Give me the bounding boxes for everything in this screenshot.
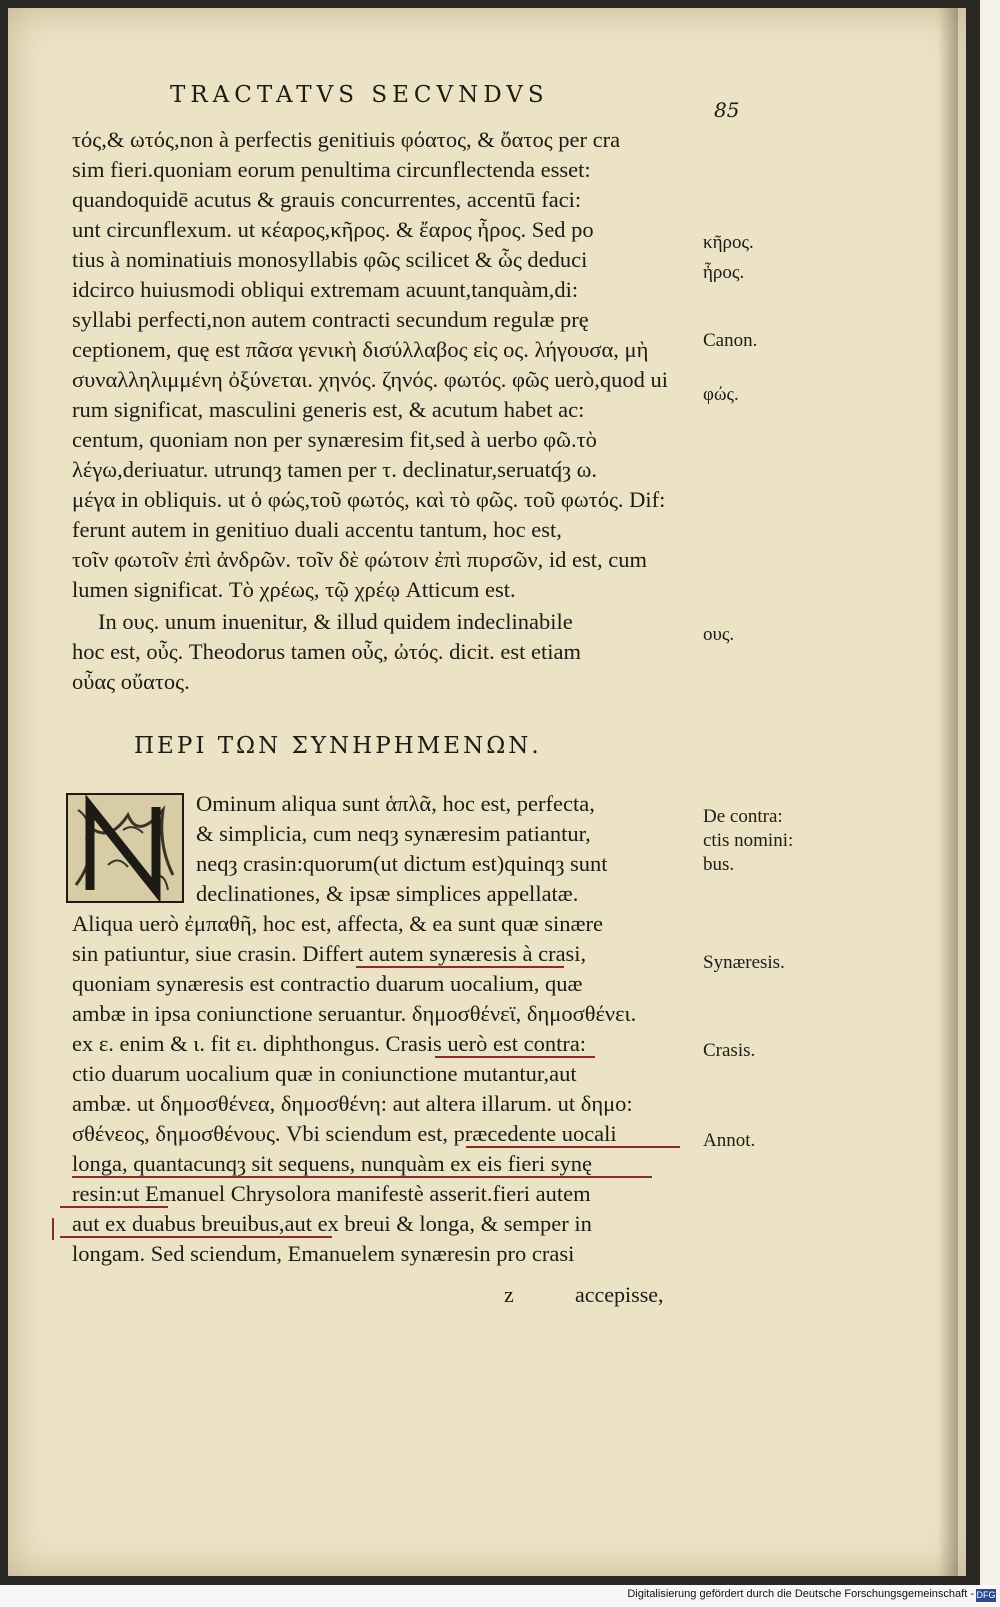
text-line: syllabi perfecti,non autem contracti secundum regulæ prę — [72, 307, 589, 332]
text-line: lumen significat. Τὸ χρέως, τῷ χρέῳ Atticum est. — [72, 577, 516, 602]
marginal-note: Crasis. — [703, 1040, 756, 1061]
marginal-note: ους. — [703, 624, 735, 645]
marginal-note: Synæresis. — [703, 952, 785, 973]
text-line: declinationes, & ipsæ simplices appellatæ. — [196, 881, 579, 906]
red-underline — [60, 1236, 332, 1238]
text-line: aut ex duabus breuibus,aut ex breui & longa, & semper in — [72, 1211, 592, 1236]
red-margin-mark — [52, 1218, 54, 1240]
text-line: ceptionem, quę est πᾶσα γενικὴ δισύλλαβος εἰς ος. λήγουσα, μὴ — [72, 337, 649, 362]
text-line: συναλληλιμμένη ὀξύνεται. χηνός. ζηνός. φωτός. φῶς uerò,quod ui — [72, 367, 669, 392]
marginal-note: Annot. — [703, 1130, 756, 1151]
decorated-initial-n — [66, 793, 184, 903]
text-line: hoc est, οὖς. Theodorus tamen οὖς, ὠτός. dicit. est etiam — [72, 639, 582, 664]
text-line: centum, quoniam non per synæresim fit,sed à uerbo φῶ.τὸ — [72, 427, 597, 452]
marginal-note: κῆρος. — [703, 232, 754, 253]
text-line: longa, quantacunqȝ sit sequens, nunquàm ex eis fieri synę — [72, 1151, 593, 1176]
text-line: τοῖν φωτοῖν ἐπὶ ἀνδρῶν. τοῖν δὲ φώτοιν ἐπὶ πυρσῶν, id est, cum — [72, 547, 648, 572]
text-line: & simplicia, cum neqȝ synæresim patiantur, — [196, 821, 591, 846]
text-line: longam. Sed sciendum, Emanuelem synæresin pro crasi — [72, 1241, 575, 1266]
red-underline — [72, 1176, 652, 1178]
text-line: ctio duarum uocalium quæ in coniunctione mutantur,aut — [72, 1061, 577, 1086]
text-line: rum significat, masculini generis est, & acutum habet ac: — [72, 397, 585, 422]
text-line: ambæ. ut δημοσθένεα, δημοσθένη: aut altera illarum. ut δημο: — [72, 1091, 633, 1116]
dfg-logo-icon: DFG — [976, 1590, 996, 1600]
text-line: ex ε. enim & ι. fit ει. diphthongus. Crasis uerò est contra: — [72, 1031, 587, 1056]
text-line: unt circunflexum. ut κέαρος,κῆρος. & ἔαρος ἦρος. Sed po — [72, 217, 594, 242]
marginal-note: De contra: — [703, 806, 783, 827]
red-underline — [60, 1206, 168, 1208]
signature-mark: z — [504, 1282, 514, 1307]
red-underline — [466, 1146, 680, 1148]
text-line: quoniam synæresis est contractio duarum uocalium, quæ — [72, 971, 583, 996]
text-line: idcirco huiusmodi obliqui extremam acuunt,tanquàm,di: — [72, 277, 579, 302]
footer-credit: Digitalisierung gefördert durch die Deutsche Forschungsgemeinschaft - — [627, 1588, 974, 1600]
text-line: tius à nominatiuis monosyllabis φῶς scilicet & ὧς deduci — [72, 247, 588, 272]
text-line: μέγα in obliquis. ut ὁ φώς,τοῦ φωτός, καὶ τὸ φῶς. τοῦ φωτός. Dif: — [72, 487, 666, 512]
marginal-note: ἦρος. — [703, 262, 745, 283]
page-edge-shadow — [938, 8, 958, 1576]
text-line: resin:ut Emanuel Chrysolora manifestè asserit.fieri autem — [72, 1181, 591, 1206]
text-line: Aliqua uerò ἐμπαθῆ, hoc est, affecta, & ea sunt quæ sinære — [72, 911, 604, 936]
red-underline — [435, 1056, 595, 1058]
marginal-note: φώς. — [703, 384, 739, 405]
marginal-note: bus. — [703, 854, 735, 875]
catchword: accepisse, — [575, 1282, 664, 1307]
text-line: Ominum aliqua sunt ἁπλᾶ, hoc est, perfecta, — [196, 791, 595, 816]
text-line: ferunt autem in genitiuo duali accentu tantum, hoc est, — [72, 517, 562, 542]
text-line: οὖας οὔατος. — [72, 669, 190, 694]
text-line: In ους. unum inuenitur, & illud quidem indeclinabile — [98, 609, 573, 634]
text-line: sin patiuntur, siue crasin. Differt autem synæresis à crasi, — [72, 941, 587, 966]
text-line: sim fieri.quoniam eorum penultima circunflectenda esset: — [72, 157, 591, 182]
text-line: σθένεος, δημοσθένους. Vbi sciendum est, præcedente uocali — [72, 1121, 617, 1146]
red-underline — [356, 966, 564, 968]
marginal-note: ctis nomini: — [703, 830, 794, 851]
text-line: ambæ in ipsa coniunctione seruantur. δημοσθένεϊ, δημοσθένει. — [72, 1001, 637, 1026]
text-line: neqȝ crasin:quorum(ut dictum est)quinqȝ sunt — [196, 851, 608, 876]
folio-number: 85 — [714, 98, 740, 122]
text-line: λέγω,deriuatur. utrunqȝ tamen per τ. declinatur,seruatq́ȝ ω. — [72, 457, 598, 482]
marginal-note: Canon. — [703, 330, 758, 351]
text-line: τός,& ωτός,non à perfectis genitiuis φόατος, & ὄατος per cra — [72, 127, 621, 152]
section-heading: ΠΕΡΙ ΤΩΝ ΣΥΝΗΡΗΜΕΝΩΝ. — [134, 733, 542, 759]
running-head: TRACTATVS SECVNDVS — [170, 82, 549, 108]
text-line: quandoquidē acutus & grauis concurrentes, accentū faci: — [72, 187, 582, 212]
initial-ornament-icon — [68, 795, 182, 901]
